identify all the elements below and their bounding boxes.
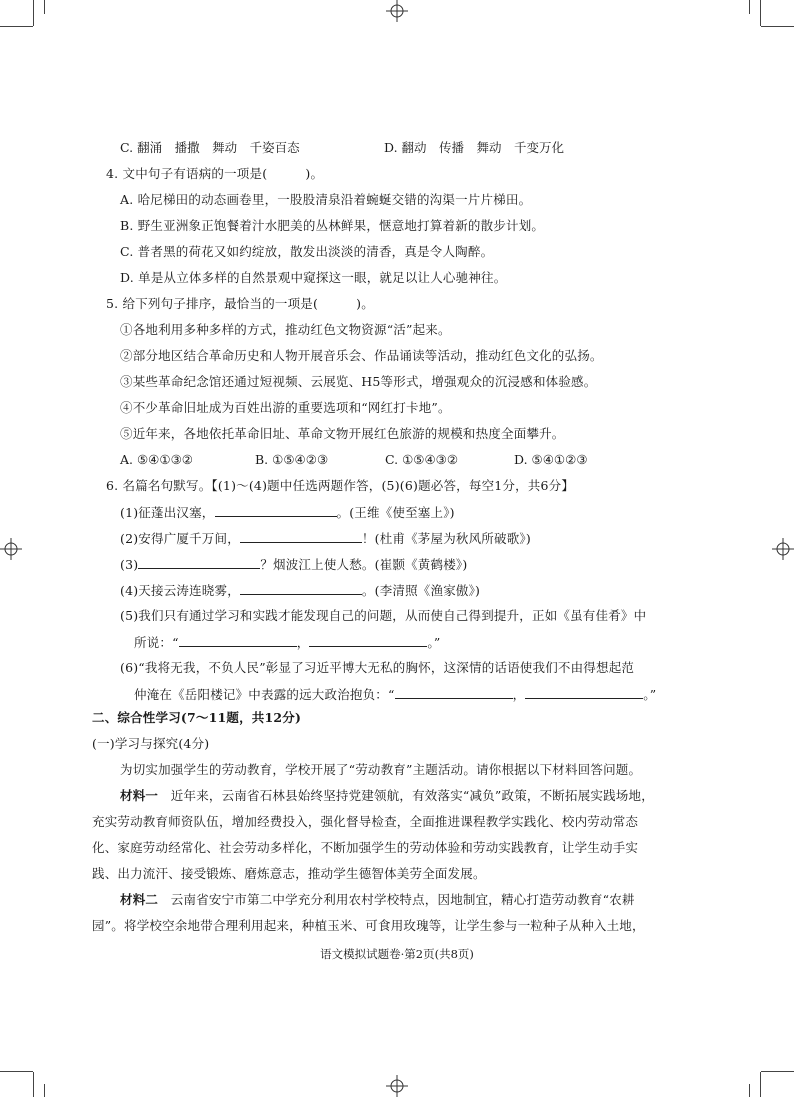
- q6-line-2-prompt: (2)安得广厦千万间，: [120, 531, 240, 546]
- section-heading: 二、综合性学习(7～11题，共12分): [92, 710, 302, 725]
- material-2-label: 材料二: [120, 892, 159, 907]
- crop-mark: [749, 1084, 750, 1097]
- material-2-line-2: 园”。将学校空余地带合理利用起来，种植玉米、可食用玫瑰等，让学生参与一粒种子从种入土地，: [92, 918, 645, 933]
- page-footer: 语文模拟试题卷·第2页(共8页): [320, 947, 474, 961]
- q4-option-b: B. 野生亚洲象正饱餐着汁水肥美的丛林鲜果，惬意地打算着新的散步计划。: [120, 218, 545, 233]
- q4-option-c: C. 普者黑的荷花又如约绽放，散发出淡淡的清香，真是令人陶醉。: [120, 244, 494, 259]
- comma: ，: [296, 635, 310, 650]
- q4-option-a: A. 哈尼梯田的动态画卷里，一股股清泉沿着蜿蜒交错的沟渠一片片梯田。: [120, 192, 532, 207]
- q6-line-5-lead: 所说：“: [134, 635, 179, 650]
- q5-sentence-1: ①各地利用多种多样的方式，推动红色文物资源“活”起来。: [120, 322, 451, 337]
- q6-line-2-source: ！(杜甫《茅屋为秋风所破歌》): [361, 531, 531, 546]
- crop-mark: [33, 1072, 34, 1097]
- q4-stem: 4. 文中句子有语病的一项是( )。: [106, 166, 324, 181]
- registration-mark-icon: [0, 538, 22, 560]
- q5-sentence-5: ⑤近年来，各地依托革命旧址、革命文物开展红色旅游的规模和热度全面攀升。: [120, 426, 565, 441]
- q6-line-3-prompt: (3): [120, 557, 139, 572]
- q5-sentence-3: ③某些革命纪念馆还通过短视频、云展览、H5等形式，增强观众的沉浸感和体验感。: [120, 374, 597, 389]
- crop-mark: [760, 1072, 761, 1097]
- material-1-text: 近年来，云南省石林县始终坚持党建领航，有效落实“减负”政策，不断拓展实践场地，: [158, 788, 654, 803]
- registration-mark-icon: [386, 1075, 408, 1097]
- answer-blank[interactable]: [525, 686, 643, 699]
- crop-mark: [749, 0, 750, 14]
- q4-option-d: D. 单是从立体多样的自然景观中窥探这一眼，就足以让人心驰神往。: [120, 270, 507, 285]
- crop-mark: [760, 0, 761, 26]
- q5-option-c: C. ①⑤④③②: [385, 452, 459, 467]
- q5-stem: 5. 给下列句子排序，最恰当的一项是( )。: [106, 296, 374, 311]
- q6-stem: 6. 名篇名句默写。【(1)～(4)题中任选两题作答，(5)(6)题必答，每空1分，共6分】: [106, 478, 575, 493]
- q6-line-5: (5)我们只有通过学习和实践才能发现自己的问题，从而使自己得到提升，正如《虽有佳肴》中: [120, 608, 647, 623]
- q5-option-d: D. ⑤④①②③: [514, 452, 588, 467]
- q6-line-6-lead: 仲淹在《岳阳楼记》中表露的远大政治抱负：“: [134, 687, 395, 702]
- q6-line-3-source: ？烟波江上使人愁。(崔颢《黄鹤楼》): [260, 557, 468, 572]
- answer-blank[interactable]: [309, 634, 427, 647]
- material-2-line-1: [120, 892, 635, 908]
- material-1-line-2: 充实劳动教育师资队伍，增加经费投入，强化督导检查，全面推进课程教学实践化、校内劳动常态: [92, 814, 639, 829]
- material-1-line-4: 践、出力流汗、接受锻炼、磨炼意志，推动学生德智体美劳全面发展。: [92, 866, 486, 881]
- q6-line-1-source: 。(王维《使至塞上》): [336, 505, 455, 520]
- material-1-label: 材料一: [120, 788, 159, 803]
- q6-line-4-prompt: (4)天接云涛连晓雾，: [120, 583, 240, 598]
- q5-option-b: B. ①⑤④②③: [255, 452, 329, 467]
- q6-line-4-source: 。(李清照《渔家傲》): [361, 583, 481, 598]
- crop-mark: [44, 0, 45, 14]
- answer-blank[interactable]: [240, 582, 362, 595]
- q6-line-5-cont: [134, 634, 440, 651]
- comma: ，: [512, 687, 526, 702]
- material-1-line-3: 化、家庭劳动经常化、社会劳动多样化，不断加强学生的劳动体验和劳动实践教育，让学生动手实: [92, 840, 639, 855]
- material-2-text: 云南省安宁市第二中学充分利用农村学校特点，因地制宜，精心打造劳动教育“农耕: [158, 892, 635, 907]
- answer-blank[interactable]: [215, 504, 337, 517]
- crop-mark: [761, 26, 794, 27]
- q3-option-c: C. 翻涌 播撒 舞动 千姿百态: [120, 140, 300, 155]
- answer-blank[interactable]: [240, 530, 362, 543]
- registration-mark-icon: [772, 538, 794, 560]
- q5-sentence-2: ②部分地区结合革命历史和人物开展音乐会、作品诵读等活动，推动红色文化的弘扬。: [120, 348, 603, 363]
- crop-mark: [33, 0, 34, 26]
- q6-line-1-prompt: (1)征蓬出汉塞，: [120, 505, 215, 520]
- crop-mark: [44, 1084, 45, 1097]
- answer-blank[interactable]: [395, 686, 513, 699]
- q5-sentence-4: ④不少革命旧址成为百姓出游的重要选项和“网红打卡地”。: [120, 400, 451, 415]
- q6-line-1: [120, 504, 455, 521]
- q6-line-6-cont: [134, 686, 656, 703]
- crop-mark: [0, 1071, 33, 1072]
- close-quote: 。”: [643, 687, 657, 702]
- crop-mark: [761, 1071, 794, 1072]
- crop-mark: [0, 26, 33, 27]
- subsection-heading: (一)学习与探究(4分): [92, 736, 210, 751]
- intro-paragraph: 为切实加强学生的劳动教育，学校开展了“劳动教育”主题活动。请你根据以下材料回答问题。: [120, 762, 642, 777]
- registration-mark-icon: [386, 0, 408, 22]
- q6-line-4: [120, 582, 480, 599]
- material-1-line-1: [120, 788, 654, 804]
- answer-blank[interactable]: [138, 556, 260, 569]
- q5-option-a: A. ⑤④①③②: [120, 452, 194, 467]
- answer-blank[interactable]: [179, 634, 297, 647]
- close-quote: 。”: [427, 635, 441, 650]
- q6-line-6: (6)“我将无我，不负人民”彰显了习近平博大无私的胸怀，这深情的话语使我们不由得想起范: [120, 660, 635, 675]
- q6-line-3: [120, 556, 467, 573]
- q6-line-2: [120, 530, 531, 547]
- q3-option-d: D. 翻动 传播 舞动 千变万化: [384, 140, 565, 155]
